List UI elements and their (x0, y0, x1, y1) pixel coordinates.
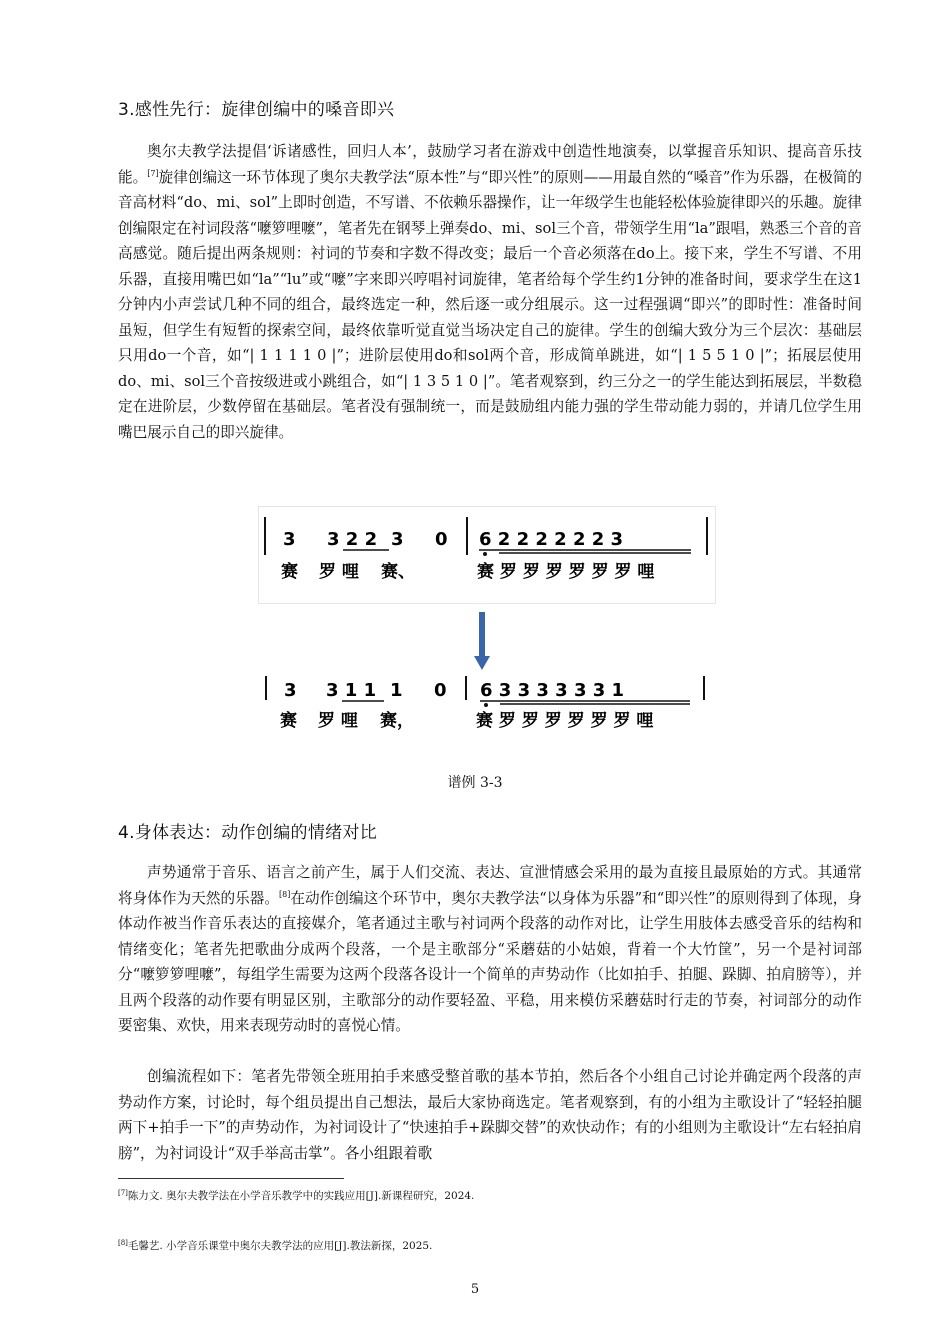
score-created (258, 670, 714, 762)
score-bottom-rest: 0 (434, 680, 447, 701)
score-bottom-note-3: 1 (390, 680, 403, 701)
example-intermediate-level: | 1 5 5 1 0 | (677, 347, 765, 364)
figure-caption: 谱例 3-3 (447, 775, 503, 791)
score-bottom-lyric-3: 赛， (380, 711, 414, 731)
score-bottom-note-2: 3 1 1 (326, 680, 377, 701)
footnote-7-text: 陈力文. 奥尔夫教学法在小学音乐教学中的实践应用[J].新课程研究，2024. (127, 1190, 475, 1202)
score-bottom-note-4: 6 3 3 3 3 3 3 1 (480, 680, 625, 701)
section-3-text-b: 旋律创编这一环节体现了奥尔夫教学法“原本性”与“即兴性”的原则——用最自然的“嗓音”作为乐器，在极简的音高材料“do、mi、sol”上即时创造，不写谱、不依赖乐器操作，让一年级学生也能轻松体验旋律即兴的乐趣。旋律创编限定在衬词段落“嚒箩哩嚒”，笔者先在钢琴上弹奏do、mi、sol三个音，带领学生用“la”跟唱，熟悉三个音的音高感觉。随后提出两条规则：衬词的节奏和字数不得改变；最后一个音必须落在do上。接下来，学生不写谱、不用乐器，直接用嘴巴如“la”“lu”或“嚒”字来即兴哼唱衬词旋律，笔者给每个学生约1分钟的准备时间，要求学生在这1分钟内小声尝试几种不同的组合，最终选定一种，然后逐一或分组展示。这一过程强调“即兴”的即时性：准备时间虽短，但学生有短暂的探索空间，最终依靠听觉直觉当场决定自己的旋律。学生的创编大致分为三个层次：基础层只用do一个音，如“ (118, 168, 862, 364)
citation-7: [7] (147, 168, 159, 178)
section-3-text-a: 奥尔夫教学法提倡‘诉诸感性，回归人本’，鼓励学习者在游戏中创造性地演奏，以掌握音乐知识、提高音乐技能。 (118, 143, 862, 186)
score-top-note-1: 3 (283, 529, 296, 550)
score-bottom-lyric-2: 罗 哩 (318, 711, 358, 731)
score-top-note-3: 3 (391, 529, 404, 550)
footnote-8-text: 毛馨艺. 小学音乐课堂中奥尔夫教学法的应用[J].教法新探，2025. (127, 1240, 433, 1252)
score-top-lyric-3: 赛、 (381, 562, 415, 582)
section-4-text-b: 在动作创编这个环节中，奥尔夫教学法“以身体为乐器”和“即兴性”的原则得到了体现，身体动作被当作音乐表达的直接媒介，笔者通过主歌与衬词两个段落的动作对比，让学生用肢体去感受音乐的结构和情绪变化；笔者先把歌曲分成两个段落，一个是主歌部分“采蘑菇的小姑娘，背着一个大竹筐”，另一个是衬词部分“嚒箩箩哩嚒”，每组学生需要为这两个段落各设计一个简单的声势动作（比如拍手、拍腿、跺脚、拍肩膀等），并且两个段落的动作要有明显区别，主歌部分的动作要轻盈、平稳，用来模仿采蘑菇时行走的节奏，衬词部分的动作要密集、欢快，用来表现劳动时的喜悦心情。 (118, 889, 862, 1034)
score-top-lyric-4: 赛 罗 罗 罗 罗 罗 罗 哩 (477, 562, 655, 582)
section-4-heading: 4.身体表达：动作创编的情绪对比 (118, 823, 378, 843)
section-3-text-e: ”。笔者观察到，约三分之一的学生能达到拓展层，半数稳定在进阶层，少数停留在基础层。笔者没有强制统一，而是鼓励组内能力强的学生带动能力弱的，并请几位学生用嘴巴展示自己的即兴旋律。 (118, 372, 863, 441)
section-4-paragraph-1 (118, 860, 862, 1039)
score-top-lyric-2: 罗 哩 (319, 562, 359, 582)
footnote-8-mark: [8] (118, 1239, 128, 1247)
page-number: 5 (470, 1282, 480, 1297)
example-extended-level: | 1 3 5 1 0 | (403, 372, 488, 390)
section-3-paragraph (118, 139, 862, 445)
score-bottom-lyric-1: 赛 (280, 711, 297, 731)
section-4-text-a: 声势通常于音乐、语言之前产生，属于人们交流、表达、宣泄情感会采用的最为直接且最原始的方式。其通常将身体作为天然的乐器。 (118, 864, 862, 907)
section-3-text-c: ”；进阶层使用do和sol两个音，形成简单跳进，如“ (336, 347, 678, 364)
arrow-down-icon (474, 612, 490, 670)
footnote-7-mark: [7] (118, 1189, 128, 1197)
footnote-7 (118, 1188, 474, 1203)
score-top-rest: 0 (435, 529, 448, 550)
citation-8: [8] (279, 889, 291, 899)
example-basic-level: | 1 1 1 1 0 | (249, 347, 337, 364)
footnote-8 (118, 1238, 432, 1253)
section-4-paragraph-2: 创编流程如下：笔者先带领全班用拍手来感受整首歌的基本节拍，然后各个小组自己讨论并确定两个段落的声势动作方案，讨论时，每个组员提出自己想法，最后大家协商选定。笔者观察到，有的小组为主歌设计了“轻轻拍腿两下+拍手一下”的声势动作，为衬词设计了“快速拍手+跺脚交替”的欢快动作；有的小组则为主歌设计“左右轻拍肩膀”，为衬词设计“双手举高击掌”。各小组跟着歌 (118, 1068, 862, 1162)
footnote-divider (118, 1178, 344, 1179)
score-top-note-2: 3 2 2 (327, 529, 378, 550)
score-original (258, 506, 716, 604)
section-3-heading: 3.感性先行：旋律创编中的嗓音即兴 (118, 100, 395, 120)
score-top-lyric-1: 赛 (281, 562, 298, 582)
score-top-note-4: 6 2 2 2 2 2 2 3 (479, 529, 624, 550)
score-bottom-note-1: 3 (284, 680, 297, 701)
score-bottom-lyric-4: 赛 罗 罗 罗 罗 罗 罗 哩 (476, 711, 654, 731)
section-3-text-d: ”；拓展层使用do、mi、sol三个音按级进或小跳组合，如“ (118, 347, 863, 390)
